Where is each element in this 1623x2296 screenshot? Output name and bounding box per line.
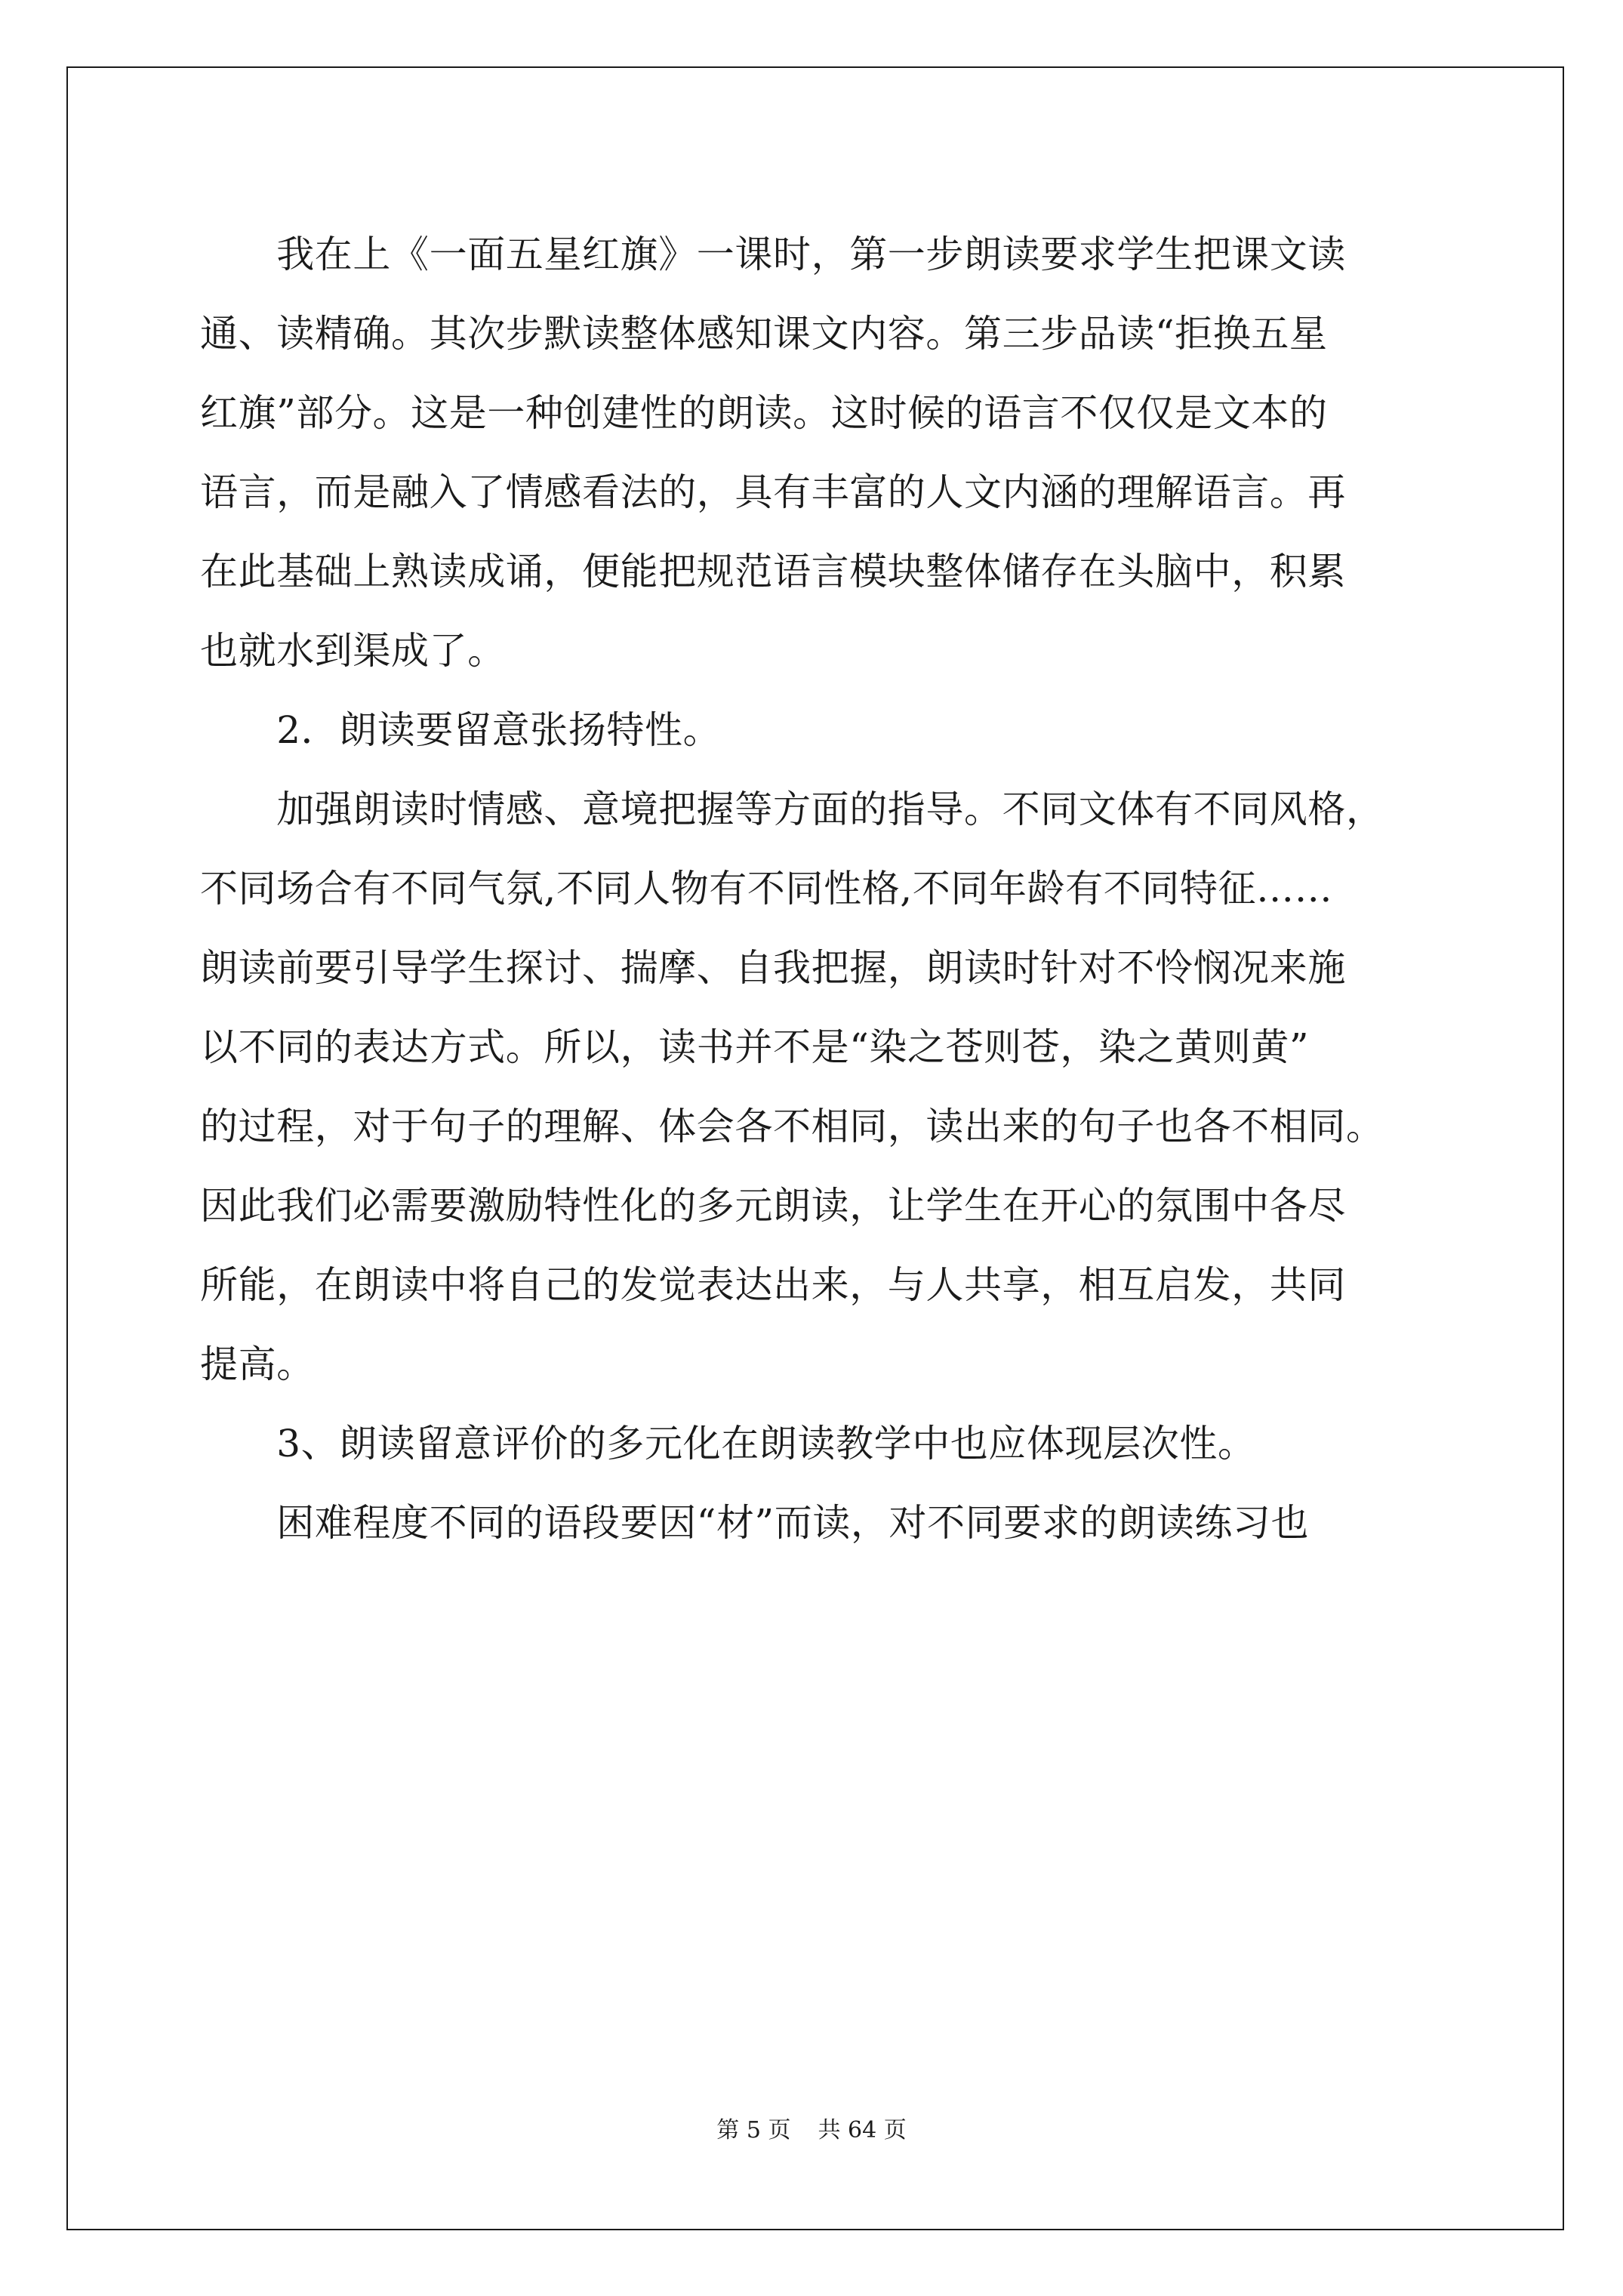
text-line: 以不同的表达方式。所以，读书并不是“染之苍则苍，染之黄则黄” (200, 1025, 1310, 1069)
text-line: 不同场合有不同气氛,不同人物有不同性格,不同年龄有不同特征…… (200, 867, 1333, 911)
text-line: 加强朗读时情感、意境把握等方面的指导。不同文体有不同风格， (200, 787, 1384, 831)
text-line: 朗读前要引导学生探讨、揣摩、自我把握，朗读时针对不怜悯况来施 (200, 946, 1346, 990)
text-line: 提高。 (200, 1342, 315, 1386)
text-line: 所能，在朗读中将自己的发觉表达出来，与人共享，相互启发，共同 (200, 1263, 1346, 1307)
text-line: 也就水到渠成了。 (200, 629, 506, 673)
section-heading: 2．朗读要留意张扬特性。 (200, 708, 722, 752)
text-line: 通、读精确。其次步默读整体感知课文内容。第三步品读“拒换五星 (200, 312, 1328, 356)
page-footer (0, 2116, 1623, 2146)
text-line: 的过程，对于句子的理解、体会各不相同，读出来的句子也各不相同。 (200, 1105, 1384, 1148)
section-heading: 3、朗读留意评价的多元化在朗读教学中也应体现层次性。 (200, 1422, 1256, 1465)
text-line: 语言，而是融入了情感看法的，具有丰富的人文内涵的理解语言。再 (200, 470, 1346, 514)
text-line: 红旗”部分。这是一种创建性的朗读。这时候的语言不仅仅是文本的 (200, 391, 1328, 435)
page-number: 第 5 页 (716, 2117, 791, 2143)
page-total: 共 64 页 (818, 2117, 907, 2143)
text-line: 困难程度不同的语段要因“材”而读，对不同要求的朗读练习也 (200, 1501, 1310, 1545)
text-line: 在此基础上熟读成诵，便能把规范语言模块整体储存在头脑中，积累 (200, 550, 1346, 593)
text-line: 因此我们必需要激励特性化的多元朗读，让学生在开心的氛围中各尽 (200, 1184, 1346, 1228)
text-line: 我在上《一面五星红旗》一课时，第一步朗读要求学生把课文读 (200, 233, 1346, 276)
